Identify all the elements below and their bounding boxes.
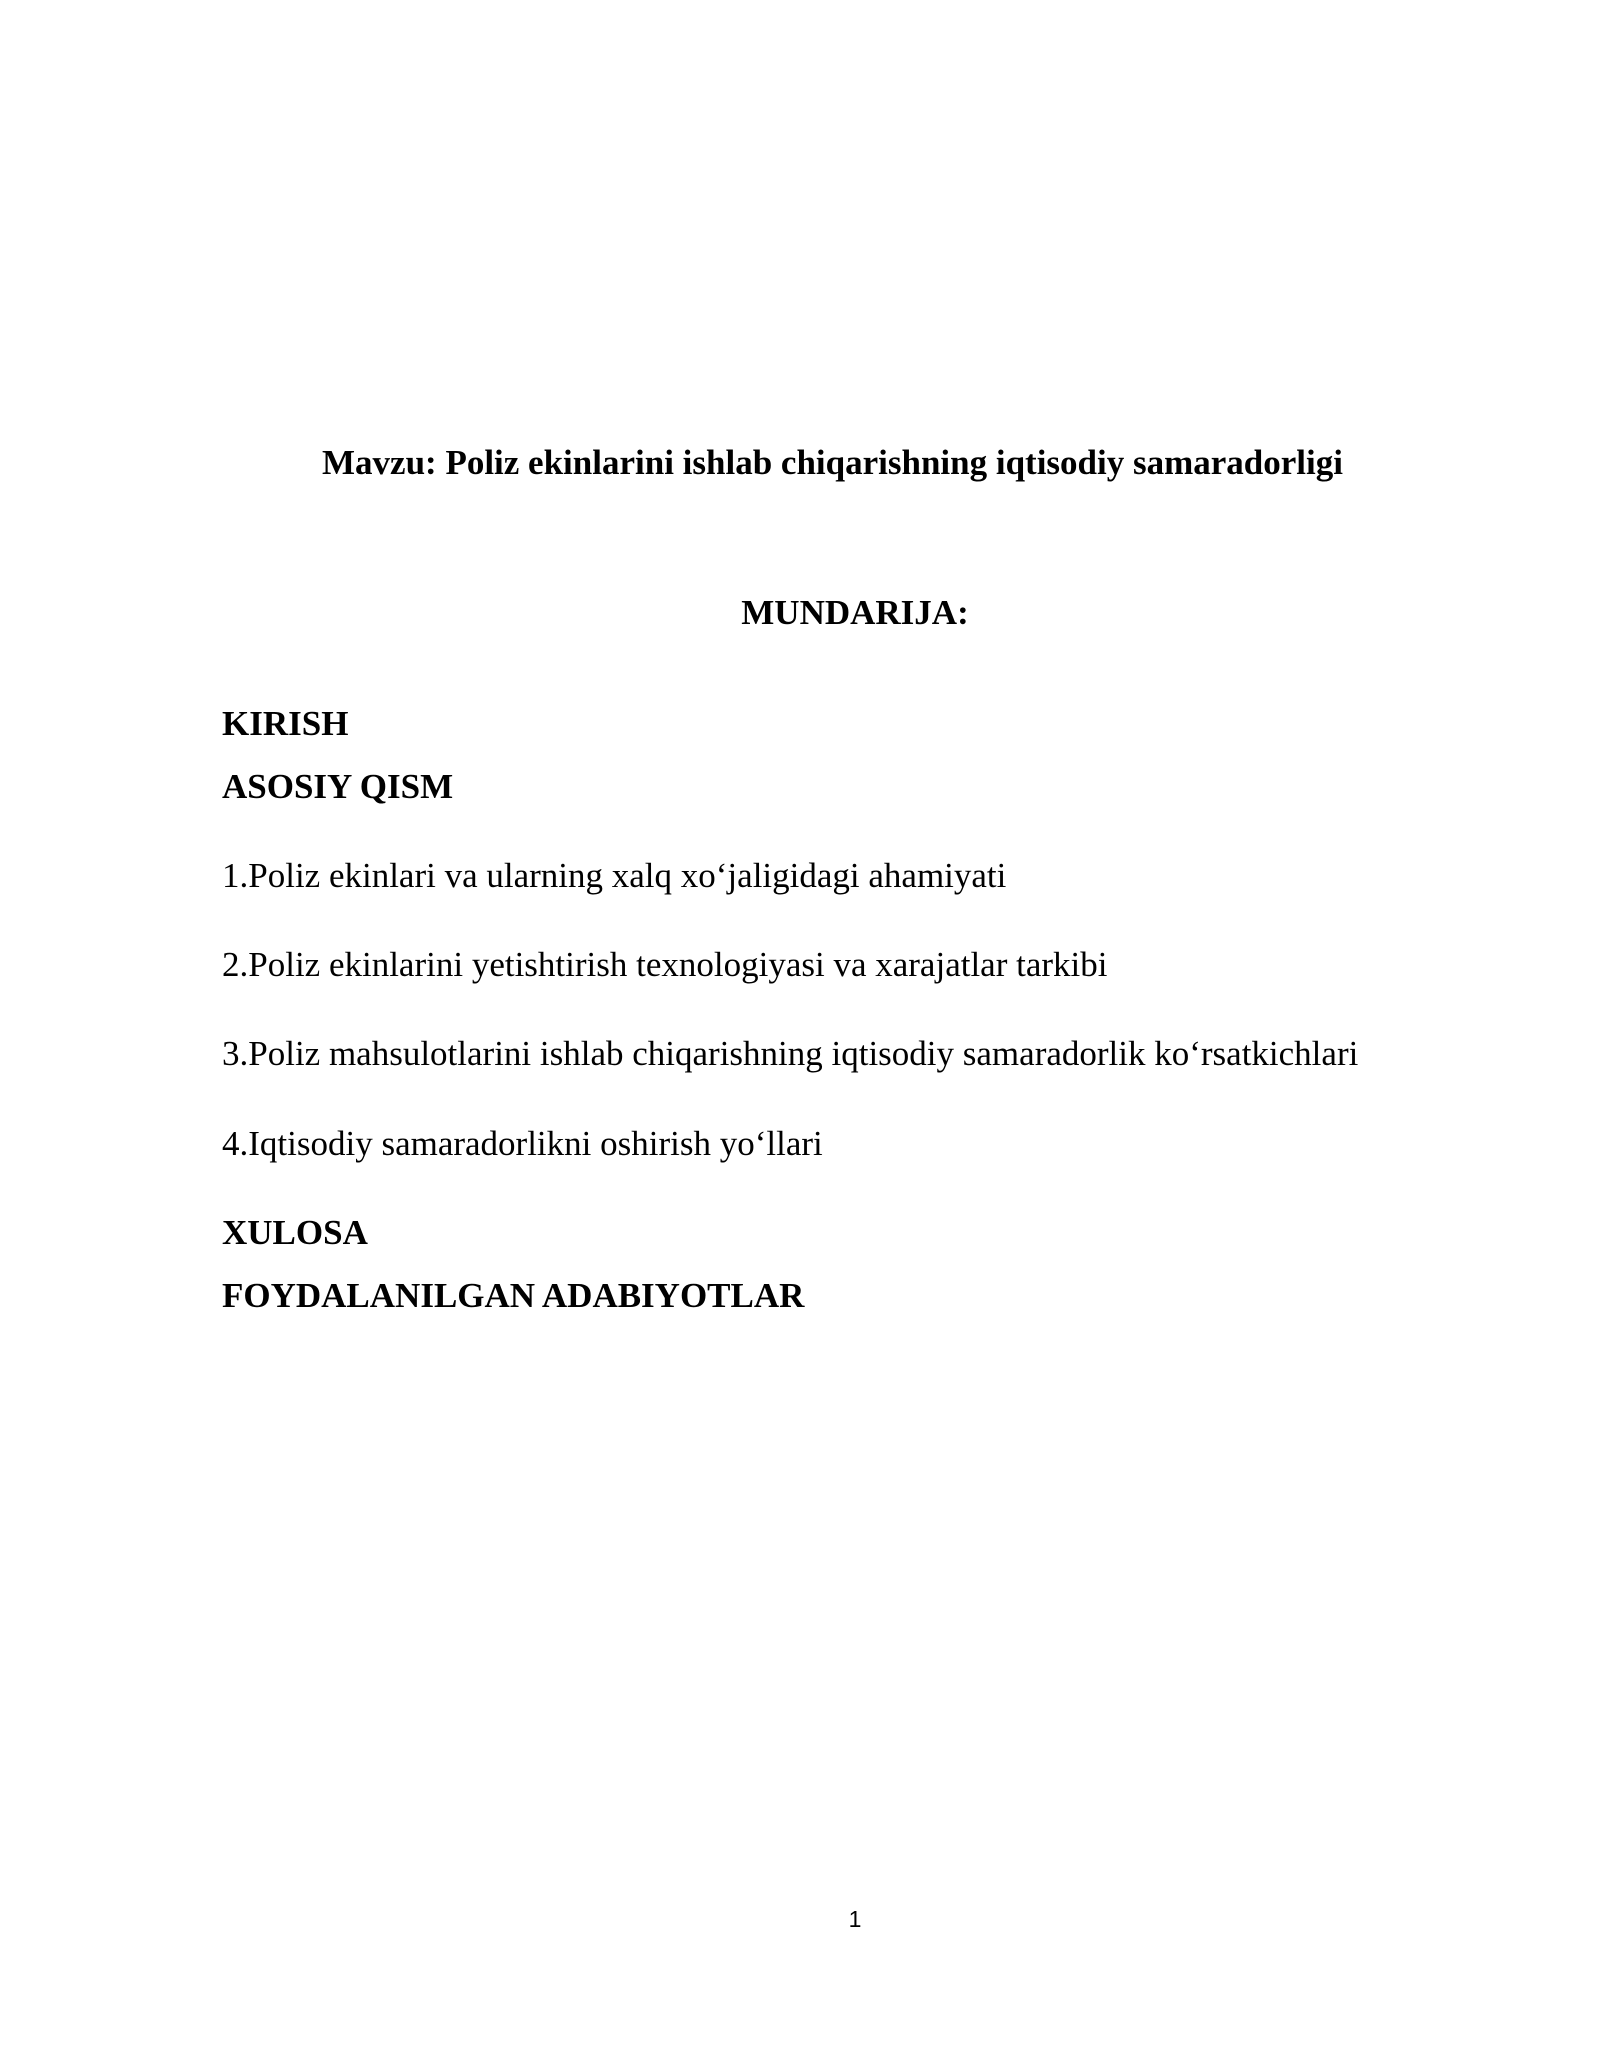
section-xulosa: XULOSA — [222, 1213, 368, 1252]
contents-item-1: 1.Poliz ekinlari va ularning xalq xo‘jaligidagi ahamiyati — [222, 856, 1007, 895]
page-number: 1 — [848, 1906, 862, 1932]
contents-heading: MUNDARIJA: — [741, 593, 969, 632]
contents-item-4: 4.Iqtisodiy samaradorlikni oshirish yo‘llari — [222, 1124, 823, 1163]
contents-item-3: 3.Poliz mahsulotlarini ishlab chiqarishning iqtisodiy samaradorlik ko‘rsatkichlari — [222, 1034, 1359, 1073]
section-foydalanilgan-adabiyotlar: FOYDALANILGAN ADABIYOTLAR — [222, 1276, 805, 1315]
section-asosiy-qism: ASOSIY QISM — [222, 767, 454, 806]
document-title: Mavzu: Poliz ekinlarini ishlab chiqarishning iqtisodiy samaradorligi — [322, 443, 1343, 482]
section-kirish: KIRISH — [222, 704, 349, 743]
contents-item-2: 2.Poliz ekinlarini yetishtirish texnologiyasi va xarajatlar tarkibi — [222, 945, 1108, 984]
